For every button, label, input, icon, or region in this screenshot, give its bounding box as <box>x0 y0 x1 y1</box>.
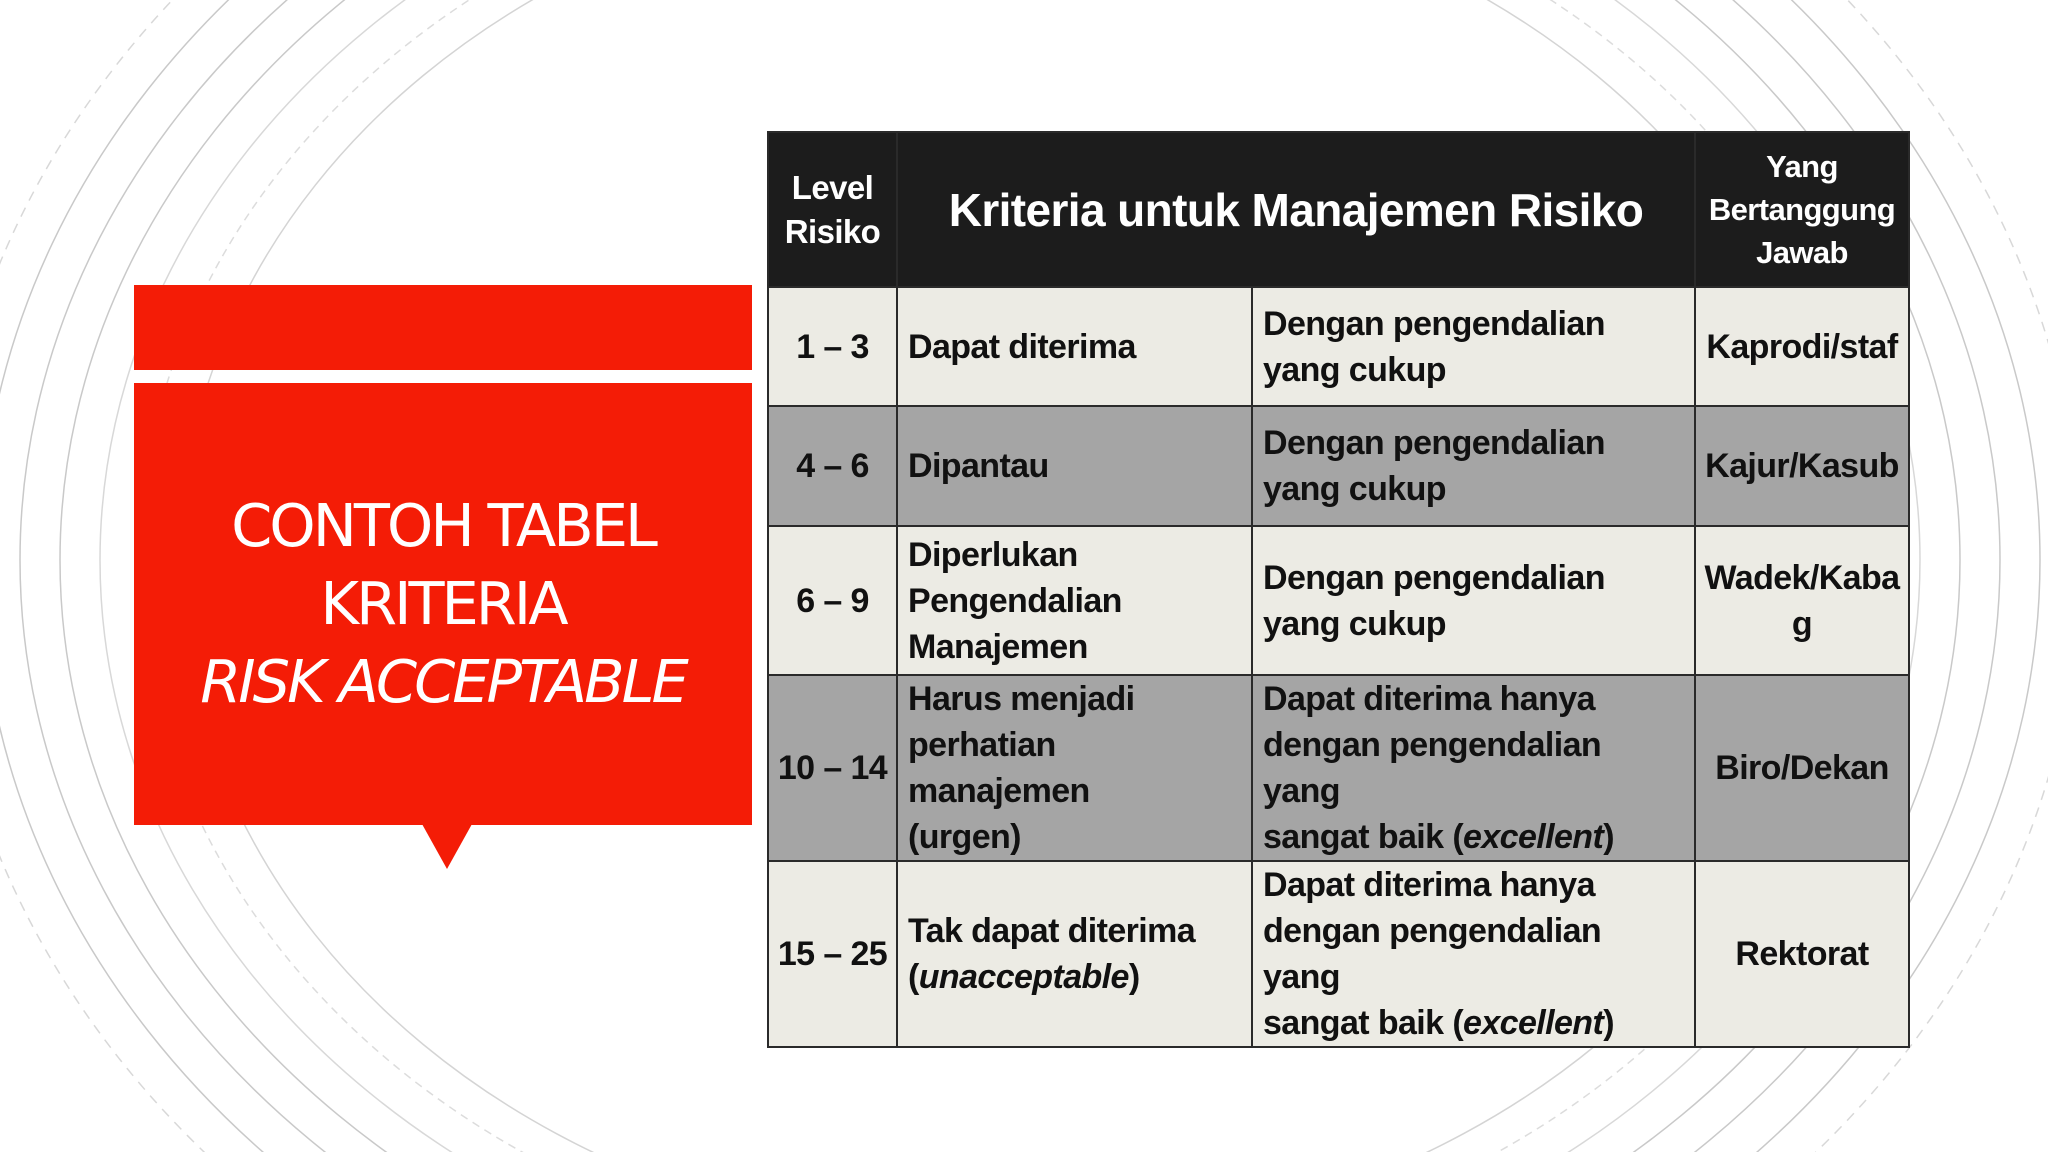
cell-control <box>1252 861 1695 1047</box>
table-row <box>768 406 1909 526</box>
cell-control-line: Dapat diterima hanya <box>1263 866 1595 904</box>
cell-level: 4 – 6 <box>768 406 897 526</box>
cell-responsible: Rektorat <box>1695 861 1909 1047</box>
cell-control-emphasis: excellent <box>1463 818 1604 856</box>
cell-criteria: Dapat diterima <box>897 287 1252 406</box>
cell-criteria-line: Harus menjadi <box>908 680 1135 718</box>
header-level-line-2: Risiko <box>784 212 881 250</box>
cell-criteria-line: Diperlukan <box>908 535 1078 574</box>
slide-title-line-1: CONTOH TABEL <box>231 491 655 560</box>
cell-control: Dengan pengendalian yang cukup <box>1252 287 1695 406</box>
cell-control-text: ) <box>1603 1004 1614 1042</box>
cell-control: Dengan pengendalian yang cukup <box>1252 406 1695 526</box>
cell-control <box>1252 675 1695 861</box>
table-row <box>768 287 1909 406</box>
cell-control-line: dengan pengendalian yang <box>1263 726 1602 810</box>
cell-level: 6 – 9 <box>768 526 897 675</box>
header-criteria: Kriteria untuk Manajemen Risiko <box>897 132 1695 287</box>
cell-criteria-line: Manajemen <box>908 627 1088 666</box>
cell-responsible: Kajur/Kasub <box>1695 406 1909 526</box>
cell-control-text: ) <box>1603 818 1614 856</box>
cell-control: Dengan pengendalian yang cukup <box>1252 526 1695 675</box>
cell-criteria <box>897 526 1252 675</box>
cell-criteria-line: (urgen) <box>908 818 1021 856</box>
cell-responsible: Kaprodi/staf <box>1695 287 1909 406</box>
header-responsible <box>1695 132 1909 287</box>
slide-title-line-2: KRITERIA <box>320 569 566 638</box>
cell-criteria-line: Pengendalian <box>908 581 1122 620</box>
table-row <box>768 675 1909 861</box>
cell-criteria: Dipantau <box>897 406 1252 526</box>
cell-control-emphasis: excellent <box>1463 1004 1604 1042</box>
cell-criteria <box>897 861 1252 1047</box>
cell-control-text: sangat baik ( <box>1263 818 1464 856</box>
cell-criteria-line: perhatian manajemen <box>908 726 1090 810</box>
table-row <box>768 861 1909 1047</box>
cell-responsible: Wadek/Kabag <box>1695 526 1909 675</box>
header-resp-line-1: Yang <box>1766 149 1838 184</box>
cell-criteria-line: Tak dapat diterima <box>908 912 1196 950</box>
cell-level: 10 – 14 <box>768 675 897 861</box>
table-header-row <box>768 132 1909 287</box>
cell-criteria-emphasis: unacceptable <box>918 958 1129 996</box>
title-box-pointer <box>422 824 472 869</box>
cell-criteria-text: ) <box>1128 958 1140 996</box>
cell-control-line: Dapat diterima hanya <box>1263 680 1595 718</box>
cell-control-line: dengan pengendalian yang <box>1263 912 1602 996</box>
cell-level: 1 – 3 <box>768 287 897 406</box>
header-level-risiko <box>768 132 897 287</box>
cell-responsible: Biro/Dekan <box>1695 675 1909 861</box>
table-row <box>768 526 1909 675</box>
risk-criteria-table <box>767 131 1910 1048</box>
header-resp-line-3: Jawab <box>1756 235 1848 270</box>
cell-level: 15 – 25 <box>768 861 897 1047</box>
cell-criteria <box>897 675 1252 861</box>
cell-control-text: sangat baik ( <box>1263 1004 1464 1042</box>
title-accent-strip <box>134 285 752 370</box>
slide-title <box>134 383 752 825</box>
header-level-line-1: Level <box>791 168 874 206</box>
header-resp-line-2: Bertanggung <box>1708 192 1896 227</box>
slide-title-line-3: RISK ACCEPTABLE <box>200 647 686 716</box>
cell-criteria-text: ( <box>908 958 919 996</box>
